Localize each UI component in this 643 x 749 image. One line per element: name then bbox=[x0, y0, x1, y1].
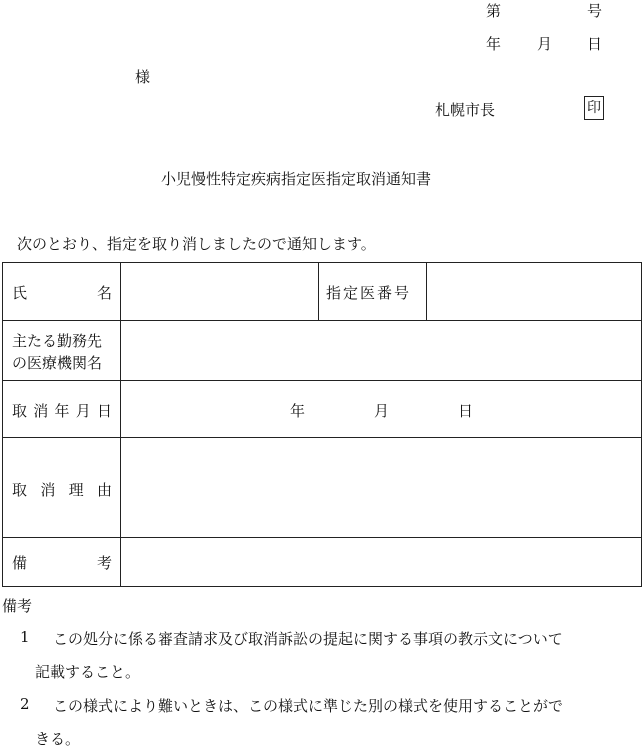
table-border-right bbox=[641, 262, 642, 587]
cancel-date-label-char: 日 bbox=[96, 402, 112, 420]
table-border-bottom bbox=[2, 586, 642, 587]
date-year-label: 年 bbox=[486, 35, 502, 53]
note-2-number: 2 bbox=[20, 695, 30, 713]
table-col-divider bbox=[426, 262, 427, 320]
cancel-reason-label-char: 取 bbox=[12, 481, 28, 499]
intro-text: 次のとおり、指定を取り消しましたので通知します。 bbox=[17, 235, 376, 253]
name-label bbox=[12, 282, 112, 303]
table-border-top bbox=[2, 262, 642, 263]
number-dai: 第 bbox=[486, 2, 502, 20]
cancel-reason-label bbox=[12, 479, 112, 500]
seal-stamp: 印 bbox=[584, 96, 604, 120]
table-border-left bbox=[2, 262, 3, 587]
note-1-line1: この処分に係る審査請求及び取消訴訟の提起に関する事項の教示文について bbox=[53, 630, 563, 648]
doctor-number-value[interactable] bbox=[431, 268, 636, 316]
cancel-reason-label-char: 由 bbox=[96, 481, 112, 499]
cancel-date-label-char: 月 bbox=[75, 402, 91, 420]
remarks-label-char: 考 bbox=[96, 554, 112, 572]
remarks-label-char: 備 bbox=[12, 554, 28, 572]
cancel-date-label-char: 年 bbox=[54, 402, 70, 420]
note-1-number: 1 bbox=[20, 628, 30, 646]
cancel-date-label-char: 消 bbox=[33, 402, 49, 420]
cancel-reason-value[interactable] bbox=[125, 442, 635, 532]
table-label-divider bbox=[120, 262, 121, 587]
date-month-label: 月 bbox=[537, 35, 553, 53]
workplace-value[interactable] bbox=[125, 325, 635, 375]
table-row-divider bbox=[2, 380, 642, 381]
remarks-value[interactable] bbox=[125, 542, 635, 582]
issuer-mayor: 札幌市長 bbox=[435, 101, 496, 119]
table-row-divider bbox=[2, 320, 642, 321]
table-row-divider bbox=[2, 537, 642, 538]
cancel-date-day: 日 bbox=[458, 402, 474, 420]
name-label-char: 氏 bbox=[12, 284, 28, 302]
number-go: 号 bbox=[587, 2, 603, 20]
workplace-label-line2: の医療機関名 bbox=[12, 354, 103, 372]
note-2-line2: きる。 bbox=[35, 730, 81, 748]
table-col-divider bbox=[318, 262, 319, 320]
table-row-divider bbox=[2, 437, 642, 438]
cancel-date-year: 年 bbox=[290, 402, 306, 420]
cancel-date-label bbox=[12, 400, 112, 421]
note-2-line1: この様式により難いときは、この様式に準じた別の様式を使用することがで bbox=[53, 697, 564, 715]
notes-heading: 備考 bbox=[2, 597, 33, 615]
name-value[interactable] bbox=[125, 268, 313, 316]
workplace-label-line1: 主たる勤務先 bbox=[12, 332, 103, 350]
document-title: 小児慢性特定疾病指定医指定取消通知書 bbox=[161, 170, 432, 188]
doctor-number-label: 指定医番号 bbox=[326, 284, 412, 302]
cancel-date-month: 月 bbox=[374, 402, 390, 420]
cancel-date-label-char: 取 bbox=[12, 402, 28, 420]
addressee-sama: 様 bbox=[135, 68, 151, 86]
note-1-line2: 記載すること。 bbox=[35, 663, 141, 681]
remarks-label bbox=[12, 552, 112, 573]
cancel-reason-label-char: 消 bbox=[40, 481, 56, 499]
name-label-char: 名 bbox=[96, 284, 112, 302]
cancel-reason-label-char: 理 bbox=[68, 481, 84, 499]
date-day-label: 日 bbox=[587, 35, 603, 53]
